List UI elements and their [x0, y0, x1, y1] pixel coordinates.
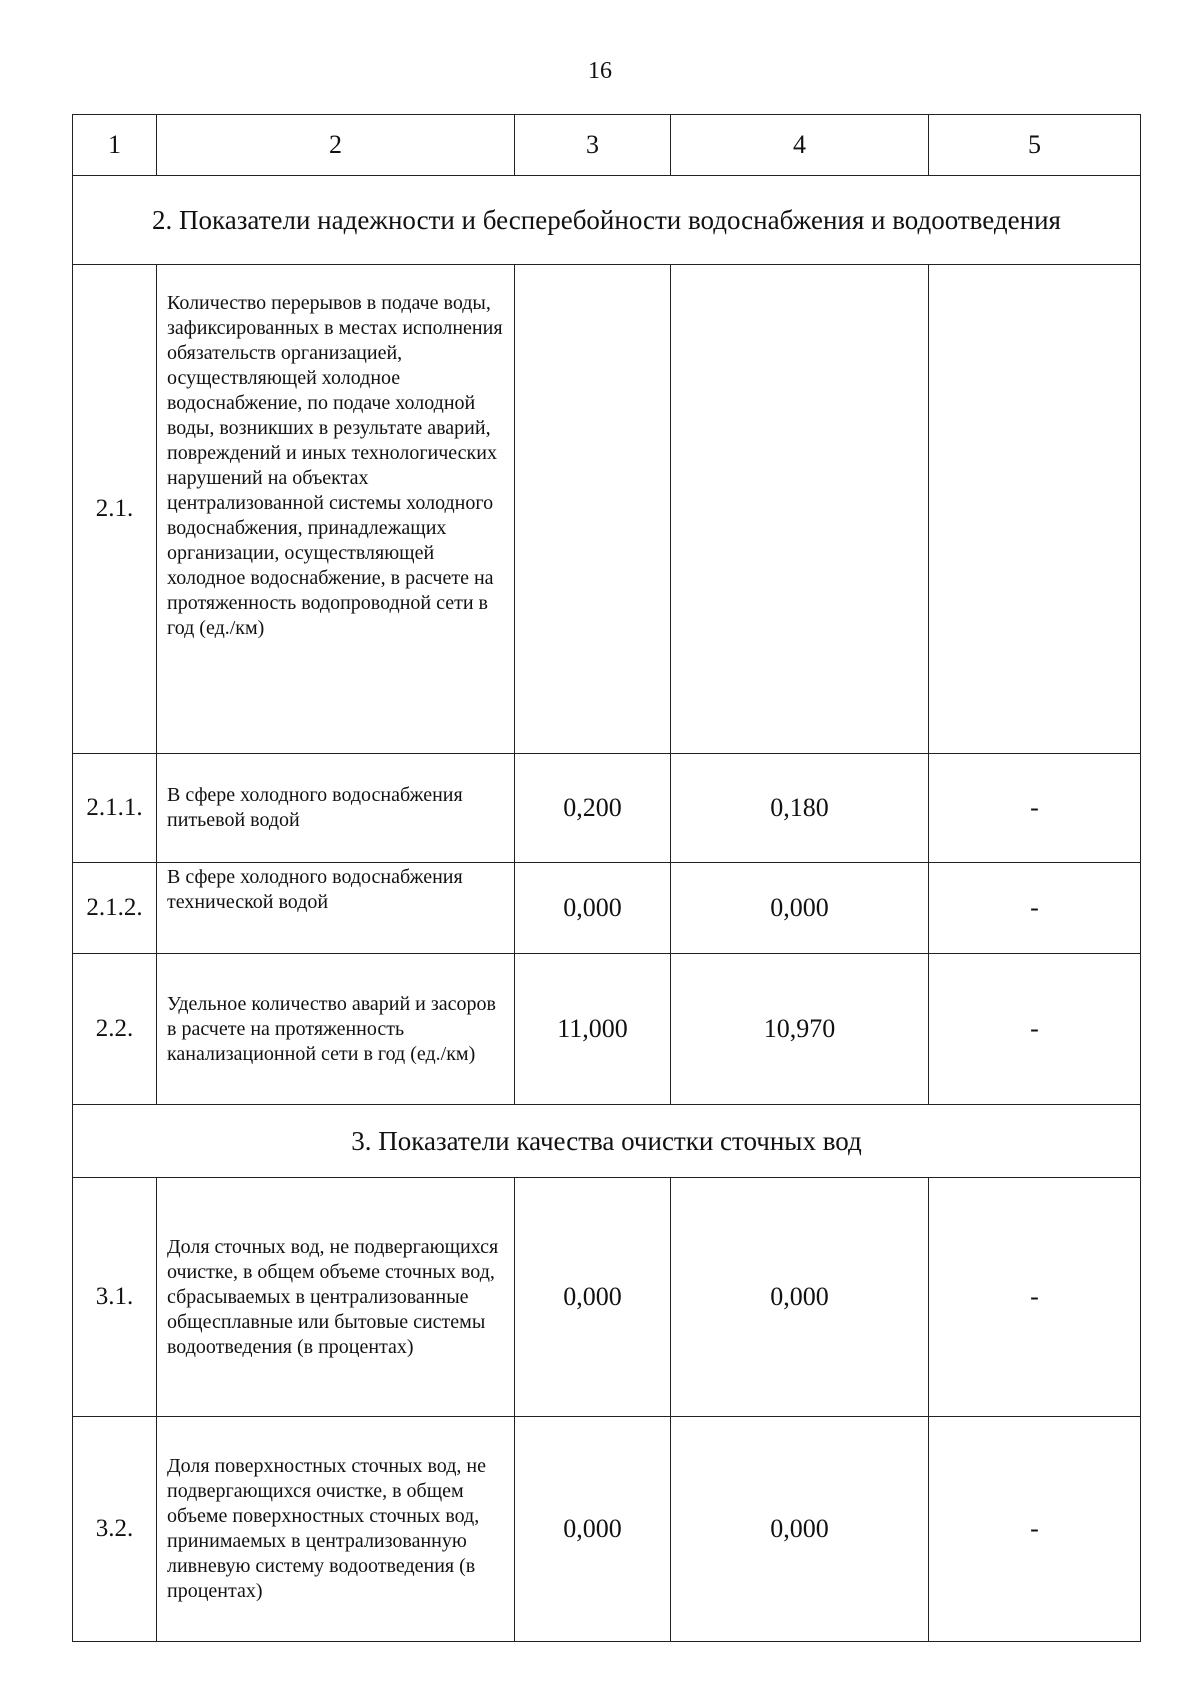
value-col5: -: [929, 754, 1141, 863]
value-col4: 0,180: [671, 754, 929, 863]
value-col4: 0,000: [671, 863, 929, 954]
row-number: 2.1.1.: [73, 754, 157, 863]
value-col5: -: [929, 1417, 1141, 1642]
section-title: 3. Показатели качества очистки сточных вод: [73, 1105, 1141, 1178]
column-number: 5: [929, 115, 1141, 176]
value-col4: 0,000: [671, 1178, 929, 1417]
row-number: 2.1.: [73, 265, 157, 754]
value-col3: 0,000: [515, 1417, 671, 1642]
value-col5: -: [929, 1178, 1141, 1417]
indicator-name: Количество перерывов в подаче воды, зафиксированных в местах исполнения обязательств организацией, осуществляющей холодное водоснабжение, по подаче холодной воды, возникших в результате аварий, повреждений и иных технологических нарушений на объектах централизованной системы холодного водоснабжения, принадлежащих организации, осуществляющей холодное водоснабжение, в расчете на протяженность водопроводной сети в год (ед./км): [157, 265, 515, 754]
table-row: [73, 1417, 1141, 1642]
value-col4: 0,000: [671, 1417, 929, 1642]
indicator-name: В сфере холодного водоснабжения питьевой водой: [157, 754, 515, 863]
indicator-name: Удельное количество аварий и засоров в расчете на протяженность канализационной сети в год (ед./км): [157, 954, 515, 1105]
value-col3: [515, 265, 671, 754]
value-col4: [671, 265, 929, 754]
value-col3: 11,000: [515, 954, 671, 1105]
indicator-name: В сфере холодного водоснабжения технической водой: [157, 863, 515, 954]
table-row: [73, 954, 1141, 1105]
value-col3: 0,200: [515, 754, 671, 863]
indicator-name: Доля сточных вод, не подвергающихся очистке, в общем объеме сточных вод, сбрасываемых в централизованные общесплавные или бытовые системы водоотведения (в процентах): [157, 1178, 515, 1417]
indicator-name: Доля поверхностных сточных вод, не подвергающихся очистке, в общем объеме поверхностных сточных вод, принимаемых в централизованную ливневую систему водоотведения (в процентах): [157, 1417, 515, 1642]
indicators-table: [72, 114, 1141, 1642]
value-col5: -: [929, 863, 1141, 954]
column-number: 1: [73, 115, 157, 176]
column-number: 3: [515, 115, 671, 176]
value-col5: [929, 265, 1141, 754]
row-number: 3.2.: [73, 1417, 157, 1642]
table-row: [73, 754, 1141, 863]
value-col3: 0,000: [515, 863, 671, 954]
value-col5: -: [929, 954, 1141, 1105]
column-number-row: [73, 115, 1141, 176]
column-number: 4: [671, 115, 929, 176]
row-number: 2.1.2.: [73, 863, 157, 954]
section-title: 2. Показатели надежности и бесперебойности водоснабжения и водоотведения: [73, 176, 1141, 265]
section-heading-row: [73, 176, 1141, 265]
row-number: 3.1.: [73, 1178, 157, 1417]
column-number: 2: [157, 115, 515, 176]
value-col4: 10,970: [671, 954, 929, 1105]
table-row: [73, 863, 1141, 954]
row-number: 2.2.: [73, 954, 157, 1105]
table-row: [73, 265, 1141, 754]
section-heading-row: [73, 1105, 1141, 1178]
table-row: [73, 1178, 1141, 1417]
page-number: 16: [588, 58, 612, 84]
value-col3: 0,000: [515, 1178, 671, 1417]
